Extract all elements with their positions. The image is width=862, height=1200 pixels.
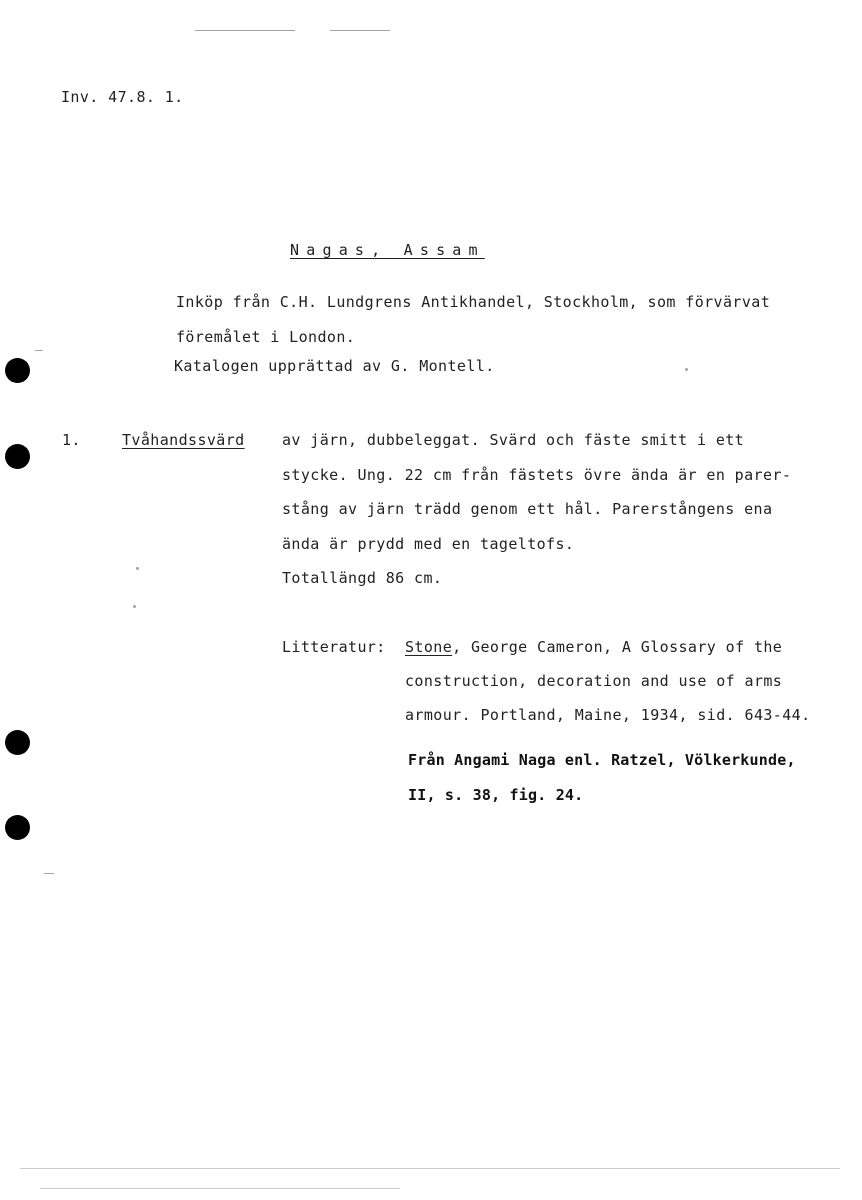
scan-speck	[133, 605, 136, 608]
scan-speck	[40, 1188, 400, 1189]
punch-hole-3	[5, 730, 30, 755]
literature-title: , George Cameron, A Glossary of the	[452, 638, 783, 656]
page-title: Nagas, Assam	[290, 241, 485, 259]
literature-note-line-1: Från Angami Naga enl. Ratzel, Völkerkunde,	[408, 751, 796, 769]
inventory-number: Inv. 47.8. 1.	[61, 88, 184, 106]
provenance-line-2: föremålet i London.	[176, 328, 356, 346]
punch-hole-1	[5, 358, 30, 383]
literature-author: Stone	[405, 638, 453, 656]
scan-speck	[195, 30, 295, 31]
literature-note-line-2: II, s. 38, fig. 24.	[408, 786, 584, 804]
entry-description-line-2: stycke. Ung. 22 cm från fästets övre ända är en parer-	[282, 466, 792, 484]
provenance-line-1: Inköp från C.H. Lundgrens Antikhandel, Stockholm, som förvärvat	[176, 293, 771, 311]
punch-hole-2	[5, 444, 30, 469]
scan-speck	[44, 873, 54, 874]
scan-speck	[20, 1168, 840, 1169]
entry-object-name: Tvåhandssvärd	[122, 431, 245, 449]
entry-description-line-4: ända är prydd med en tageltofs.	[282, 535, 575, 553]
scan-speck	[330, 30, 390, 31]
punch-hole-4	[5, 815, 30, 840]
entry-description-line-3: stång av järn trädd genom ett hål. Parerstångens ena	[282, 500, 773, 518]
entry-description-line-1: av järn, dubbeleggat. Svärd och fäste smitt i ett	[282, 431, 745, 449]
literature-line-1	[405, 640, 782, 655]
scan-speck	[685, 368, 688, 371]
entry-total-length: Totallängd 86 cm.	[282, 569, 443, 587]
literature-line-3: armour. Portland, Maine, 1934, sid. 643-44.	[405, 706, 811, 724]
scan-speck	[35, 350, 43, 351]
provenance-line-3: Katalogen upprättad av G. Montell.	[174, 357, 495, 375]
literature-line-2: construction, decoration and use of arms	[405, 672, 783, 690]
literature-label: Litteratur:	[282, 638, 386, 656]
entry-number: 1.	[62, 431, 81, 449]
scan-speck	[136, 567, 139, 570]
